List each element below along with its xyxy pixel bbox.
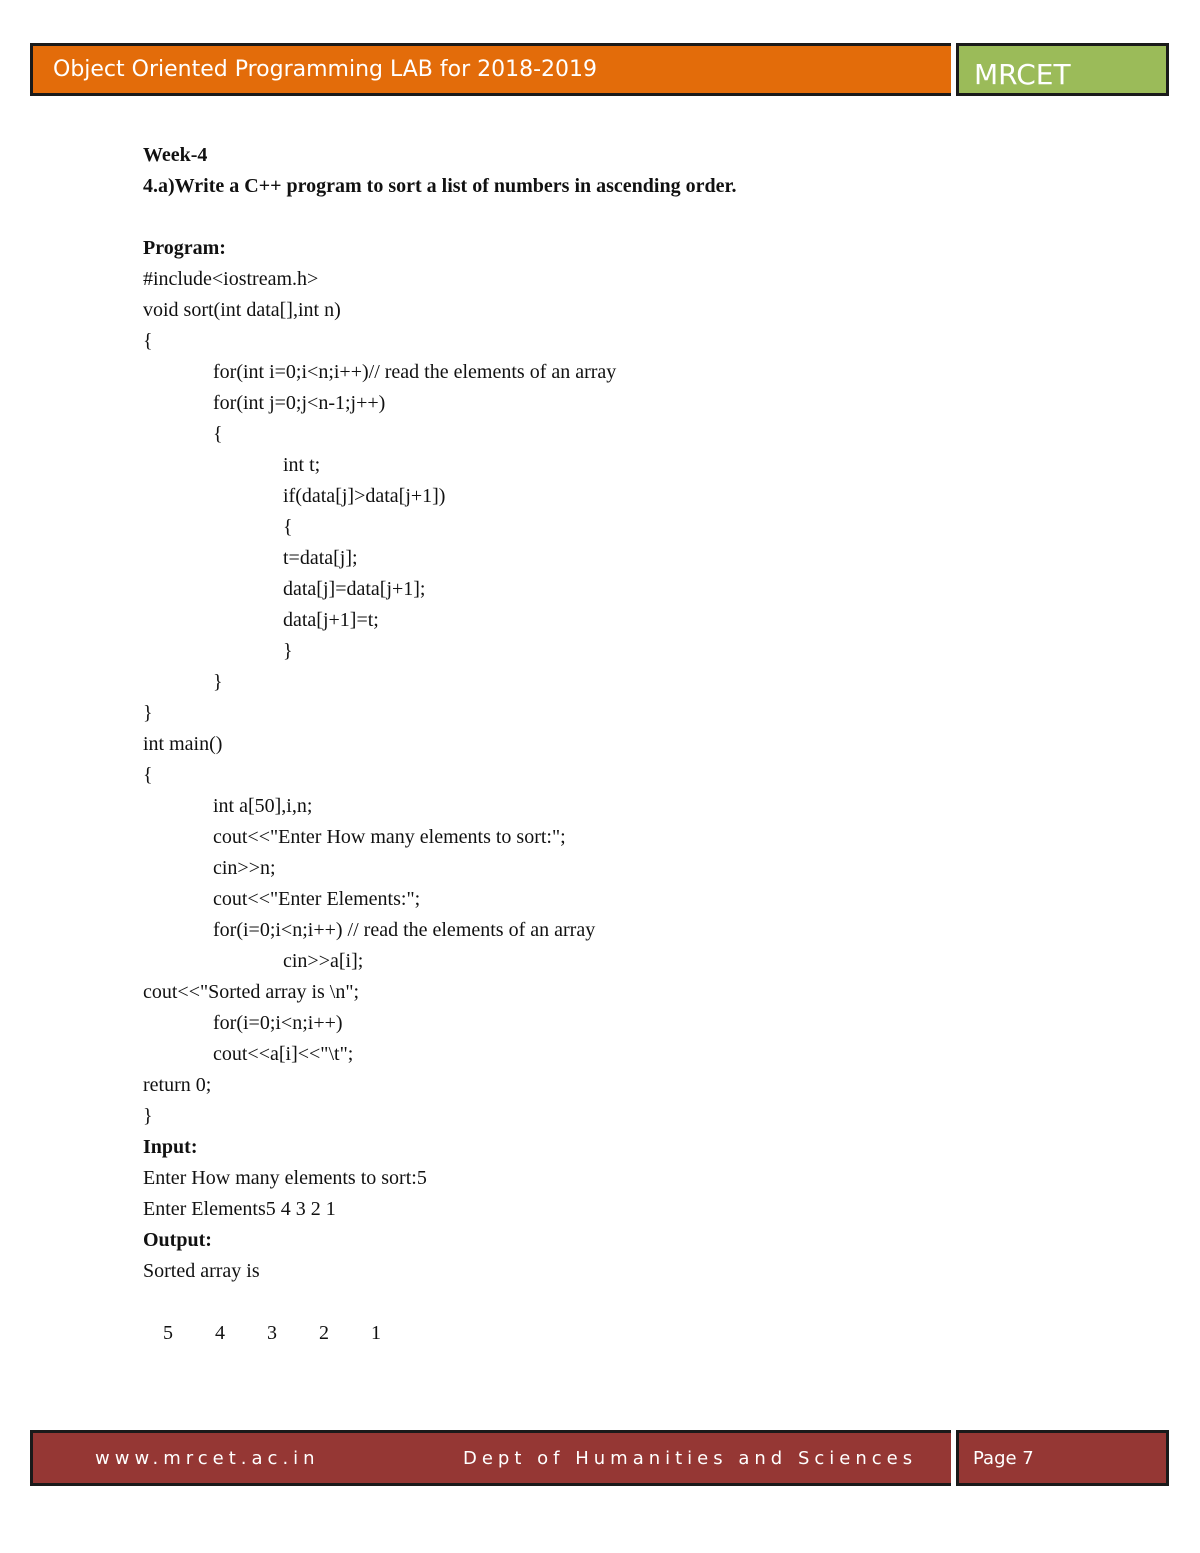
code-line: } xyxy=(143,1105,153,1127)
output-value: 2 xyxy=(319,1322,329,1344)
input-label: Input: xyxy=(143,1136,198,1158)
header-brand-bar xyxy=(956,43,1169,96)
code-line: cout<<a[i]<<"\t"; xyxy=(213,1043,354,1065)
output-line: Sorted array is xyxy=(143,1260,260,1282)
output-label: Output: xyxy=(143,1229,212,1251)
code-line: int a[50],i,n; xyxy=(213,795,313,817)
question-heading: 4.a)Write a C++ program to sort a list of numbers in ascending order. xyxy=(143,175,737,197)
output-value: 4 xyxy=(215,1322,225,1344)
code-line: cout<<"Sorted array is \n"; xyxy=(143,981,360,1003)
code-line: for(int j=0;j<n-1;j++) xyxy=(213,392,386,414)
footer-website: www.mrcet.ac.in xyxy=(95,1448,320,1469)
output-value: 1 xyxy=(371,1322,381,1344)
program-label: Program: xyxy=(143,237,226,259)
code-line: cout<<"Enter How many elements to sort:"; xyxy=(213,826,566,848)
code-line: } xyxy=(143,702,153,724)
code-line: { xyxy=(283,516,293,538)
spacer xyxy=(143,202,1103,233)
code-line: } xyxy=(283,640,293,662)
footer-bar xyxy=(30,1430,951,1486)
code-line: { xyxy=(143,764,153,786)
header-title: Object Oriented Programming LAB for 2018-2019 xyxy=(53,57,598,82)
code-line: int t; xyxy=(283,454,321,476)
code-line: cout<<"Enter Elements:"; xyxy=(213,888,421,910)
footer-department: Dept of Humanities and Sciences xyxy=(463,1448,918,1469)
week-heading: Week-4 xyxy=(143,144,208,166)
output-value: 3 xyxy=(267,1322,277,1344)
output-value: 5 xyxy=(163,1322,173,1344)
header-title-bar xyxy=(30,43,951,96)
code-line: t=data[j]; xyxy=(283,547,358,569)
footer-page-box xyxy=(956,1430,1169,1486)
code-line: for(i=0;i<n;i++) // read the elements of an array xyxy=(213,919,596,941)
code-line: int main() xyxy=(143,733,223,755)
code-line: for(int i=0;i<n;i++)// read the elements of an array xyxy=(213,361,617,383)
code-line: cin>>n; xyxy=(213,857,276,879)
code-line: data[j]=data[j+1]; xyxy=(283,578,426,600)
output-values xyxy=(143,1287,1103,1344)
code-line: return 0; xyxy=(143,1074,212,1096)
code-line: #include<iostream.h> xyxy=(143,268,319,290)
code-line: for(i=0;i<n;i++) xyxy=(213,1012,343,1034)
input-line: Enter Elements5 4 3 2 1 xyxy=(143,1198,336,1220)
code-line: } xyxy=(213,671,223,693)
code-line: { xyxy=(143,330,153,352)
page-number: Page 7 xyxy=(973,1448,1034,1469)
code-line: { xyxy=(213,423,223,445)
document-body xyxy=(143,140,1103,1344)
code-line: if(data[j]>data[j+1]) xyxy=(283,485,446,507)
input-line: Enter How many elements to sort:5 xyxy=(143,1167,427,1189)
code-block xyxy=(143,264,1103,1132)
code-line: void sort(int data[],int n) xyxy=(143,299,341,321)
code-line: data[j+1]=t; xyxy=(283,609,379,631)
code-line: cin>>a[i]; xyxy=(283,950,364,972)
header-brand: MRCET xyxy=(974,58,1071,91)
